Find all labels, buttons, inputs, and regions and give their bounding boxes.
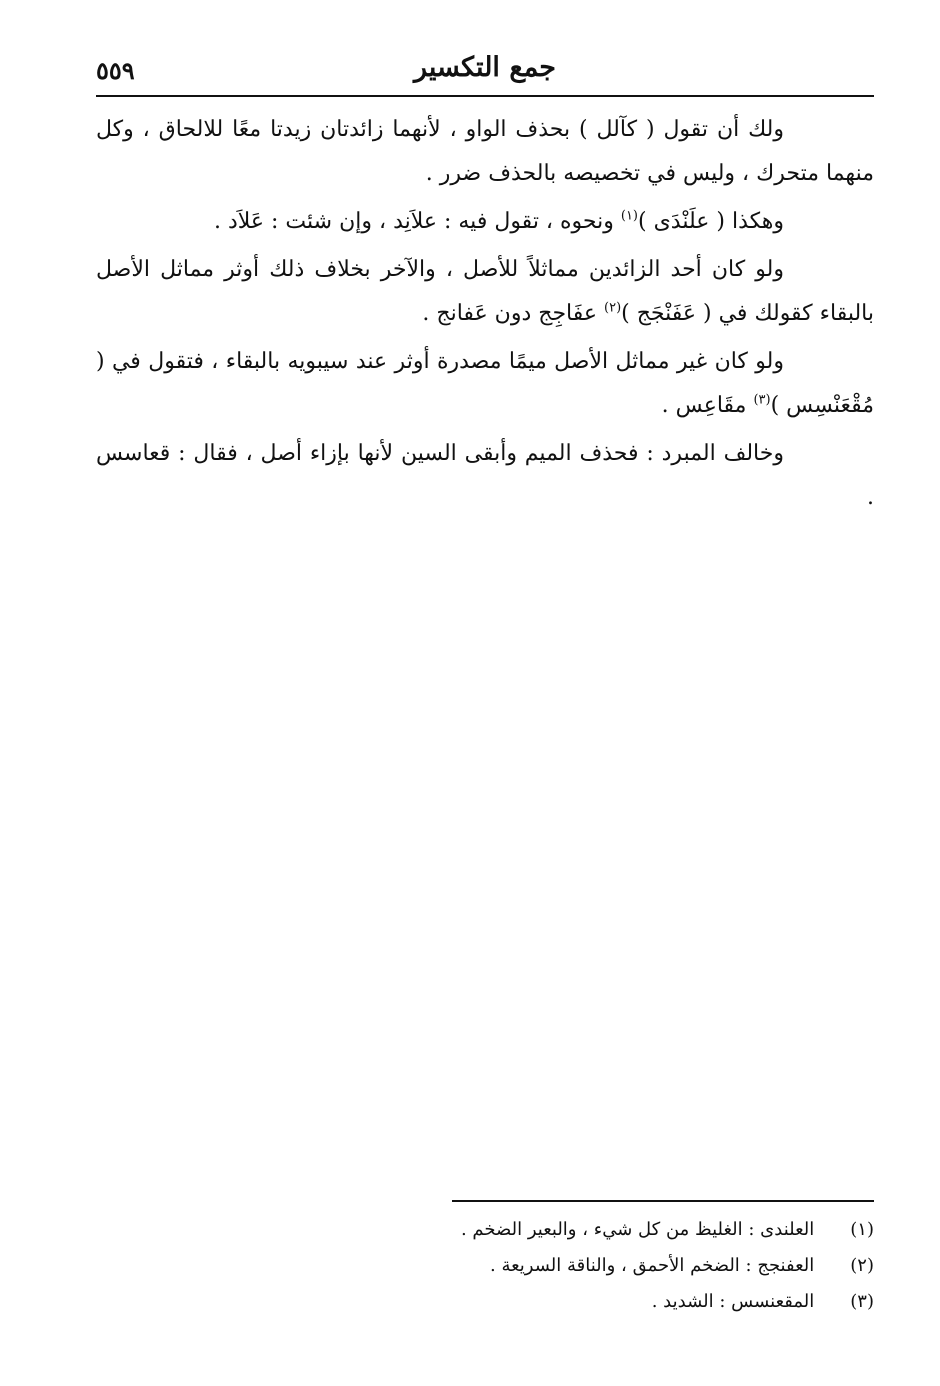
paragraph-5 bbox=[96, 432, 874, 520]
footnote-divider bbox=[452, 1200, 874, 1202]
page-number: ٥٥٩ bbox=[96, 56, 135, 85]
text-segment: ولو كان أحد الزائدين مماثلاً للأصل ، والآخر بخلاف ذلك أوثر مماثل الأصل بالبقاء كقولك في ( عَفَنْجَج ) bbox=[96, 257, 874, 326]
page-header bbox=[96, 52, 874, 92]
footnote-ref-2: (٢) bbox=[604, 300, 622, 316]
footnote-2 bbox=[96, 1248, 874, 1284]
footnote-number: (٣) bbox=[850, 1291, 874, 1312]
text-segment: عفَاجِج دون عَفانج . bbox=[422, 301, 605, 326]
paragraph-1 bbox=[96, 108, 874, 196]
footnote-text: العفنجج : الضخم الأحمق ، والناقة السريعة . bbox=[490, 1255, 815, 1276]
text-segment: ولو كان غير مماثل الأصل ميمًا مصدرة أوثر عند سيبويه بالبقاء ، فتقول في ( مُقْعَنْسِس ) bbox=[96, 349, 874, 418]
paragraph-4 bbox=[96, 340, 874, 428]
text-segment: وخالف المبرد : فحذف الميم وأبقى السين لأنها بإزاء أصل ، فقال : قعاسس . bbox=[96, 441, 874, 510]
running-title: جمع التكسير bbox=[414, 52, 556, 83]
footnote-1 bbox=[96, 1212, 874, 1248]
text-segment: ولك أن تقول ( كآلل ) بحذف الواو ، لأنهما زائدتان زيدتا معًا للالحاق ، وكل منهما متحرك ، وليس في تخصيصه بالحذف ضرر . bbox=[96, 117, 874, 186]
paragraph-2 bbox=[96, 200, 874, 244]
footnote-number: (١) bbox=[850, 1219, 874, 1240]
footnote-ref-1: (١) bbox=[620, 208, 638, 224]
text-segment: وهكذا ( علَنْدَى ) bbox=[638, 209, 784, 234]
footnote-3 bbox=[96, 1284, 874, 1320]
header-divider bbox=[96, 95, 874, 97]
main-text bbox=[96, 108, 874, 524]
footnotes bbox=[96, 1212, 874, 1320]
text-segment: مقَاعِس . bbox=[661, 393, 754, 418]
text-segment: ونحوه ، تقول فيه : علاَنِد ، وإن شئت : عَلاَد . bbox=[213, 209, 621, 234]
footnote-number: (٢) bbox=[850, 1255, 874, 1276]
paragraph-3 bbox=[96, 248, 874, 336]
footnote-text: العلندى : الغليظ من كل شيء ، والبعير الضخم . bbox=[460, 1219, 815, 1240]
footnote-text: المقعنسس : الشديد . bbox=[651, 1291, 815, 1312]
footnote-ref-3: (٣) bbox=[753, 392, 771, 408]
